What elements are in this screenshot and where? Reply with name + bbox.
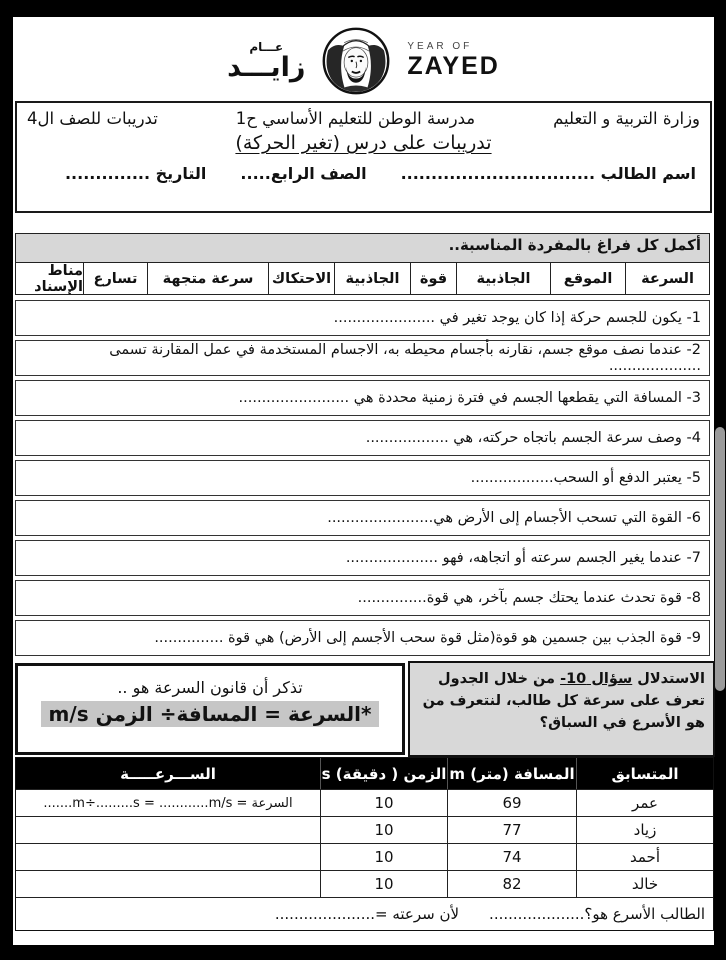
year-of-zayed-logo <box>13 23 714 99</box>
zayed-arabic-wordmark <box>227 40 305 83</box>
grade-note: تدريبات للصف ال4 <box>27 109 158 128</box>
reasoning-question-box <box>408 661 715 757</box>
time-value: 10 <box>320 790 447 816</box>
question-row: 7- عندما يغير الجسم سرعته أو اتجاهه، فهو .................... <box>15 540 710 576</box>
question-row: 8- قوة تحدث عندما يحتك جسم بآخر، هي قوة............... <box>15 580 710 616</box>
question-row: 3- المسافة التي يقطعها الجسم في فترة زمنية محددة هي ........................ <box>15 380 710 416</box>
speed-formula-blank <box>16 844 320 870</box>
school-header-line <box>17 103 710 128</box>
table-row <box>16 789 713 816</box>
lesson-title-line <box>17 132 710 154</box>
speed-formula-blank: السرعة = ‎.......m÷.........s = ............m/s <box>43 795 293 811</box>
school-header-box <box>15 101 712 213</box>
col-header-distance: المسافة (متر) m <box>447 758 576 789</box>
because-speed-blank: لأن سرعته =..................... <box>274 905 460 923</box>
speed-formula-blank <box>16 817 320 843</box>
question-row: 6- القوة التي تسحب الأجسام إلى الأرض هي....................... <box>15 500 710 536</box>
speed-formula: *السرعة = المسافة÷ الزمن m/s <box>41 701 380 727</box>
fastest-student-blank: الطالب الأسرع هو؟.................... <box>489 905 705 923</box>
col-header-time: الزمن ( دقيقة) s <box>320 758 447 789</box>
vocab-section <box>15 233 710 295</box>
reasoning-body: من خلال الجدول تعرف على سرعة كل طالب، لنتعرف من هو الأسرع في السباق؟ <box>422 671 705 731</box>
time-value: 10 <box>320 844 447 870</box>
question-row: 5- يعتبر الدفع أو السحب.................. <box>15 460 710 496</box>
racer-name: خالد <box>576 871 713 897</box>
speed-law-reminder-box <box>15 663 405 755</box>
time-value: 10 <box>320 871 447 897</box>
question-row: 1- يكون للجسم حركة إذا كان يوجد تغير في ...................... <box>15 300 710 336</box>
arabic-aam-text: عـــام <box>249 39 284 54</box>
col-header-speed: الســـرعـــــة <box>120 764 216 783</box>
year-of-zayed-text <box>407 41 499 81</box>
word-bank-item: الموقع <box>550 263 625 294</box>
table-header-row <box>16 758 713 789</box>
school-name: مدرسة الوطن للتعليم الأساسي ح1 <box>235 109 476 128</box>
speed-formula-blank <box>16 871 320 897</box>
ministry-name: وزارة التربية و التعليم <box>553 109 700 128</box>
lesson-title: تدريبات على درس (تغير الحركة) <box>235 132 492 154</box>
table-row <box>16 843 713 870</box>
word-bank-item: مناط الإسناد <box>34 262 83 295</box>
question-10-ref: سؤال 10- <box>560 671 633 687</box>
racer-name: عمر <box>576 790 713 816</box>
distance-value: 77 <box>447 817 576 843</box>
table-row <box>16 870 713 897</box>
race-speed-table <box>15 757 714 931</box>
student-name-field: اسم الطالب ................................ <box>400 164 696 183</box>
word-bank <box>15 263 710 295</box>
distance-value: 74 <box>447 844 576 870</box>
racer-name: زياد <box>576 817 713 843</box>
word-bank-item: الجاذبية <box>334 263 410 294</box>
time-value: 10 <box>320 817 447 843</box>
word-bank-item: الجاذبية <box>456 263 550 294</box>
arabic-zayed-text: زايـــد <box>227 51 306 83</box>
question-row: 9- قوة الجذب بين جسمين هو قوة(مثل قوة سحب الأجسم إلى الأرض) هي قوة ............... <box>15 620 710 656</box>
table-row <box>16 816 713 843</box>
zayed-label: ZAYED <box>407 52 500 80</box>
word-bank-item: الاحتكاك <box>268 263 334 294</box>
table-footer-row <box>16 897 713 930</box>
scrollbar-thumb[interactable] <box>715 427 725 691</box>
col-header-racer: المتسابق <box>576 758 713 789</box>
reasoning-label: الاستدلال <box>637 671 705 687</box>
distance-value: 82 <box>447 871 576 897</box>
word-bank-item: تسارع <box>83 263 147 294</box>
word-bank-item: قوة <box>410 263 456 294</box>
reminder-intro: تذكر أن قانون السرعة هو .. <box>117 678 303 697</box>
question-row: 2- عندما نصف موقع جسم، نقارنه بأجسام محيطه به، الاجسام المستخدمة في عمل المقارنة تسمى .................... <box>15 340 710 376</box>
word-bank-item: سرعة متجهة <box>147 263 268 294</box>
zayed-portrait-icon <box>321 26 391 96</box>
class-field: الصف الرابع..... <box>240 164 367 183</box>
date-field: التاريخ .............. <box>64 164 207 183</box>
racer-name: أحمد <box>576 844 713 870</box>
distance-value: 69 <box>447 790 576 816</box>
questions-list <box>15 300 710 660</box>
year-of-label: YEAR OF <box>407 41 473 52</box>
question-row: 4- وصف سرعة الجسم باتجاه حركته، هي .................. <box>15 420 710 456</box>
vocab-instruction: أكمل كل فراغ بالمفردة المناسبة.. <box>15 233 710 263</box>
word-bank-item: السرعة <box>625 263 709 294</box>
worksheet-page <box>13 17 714 945</box>
student-info-line <box>17 154 710 183</box>
